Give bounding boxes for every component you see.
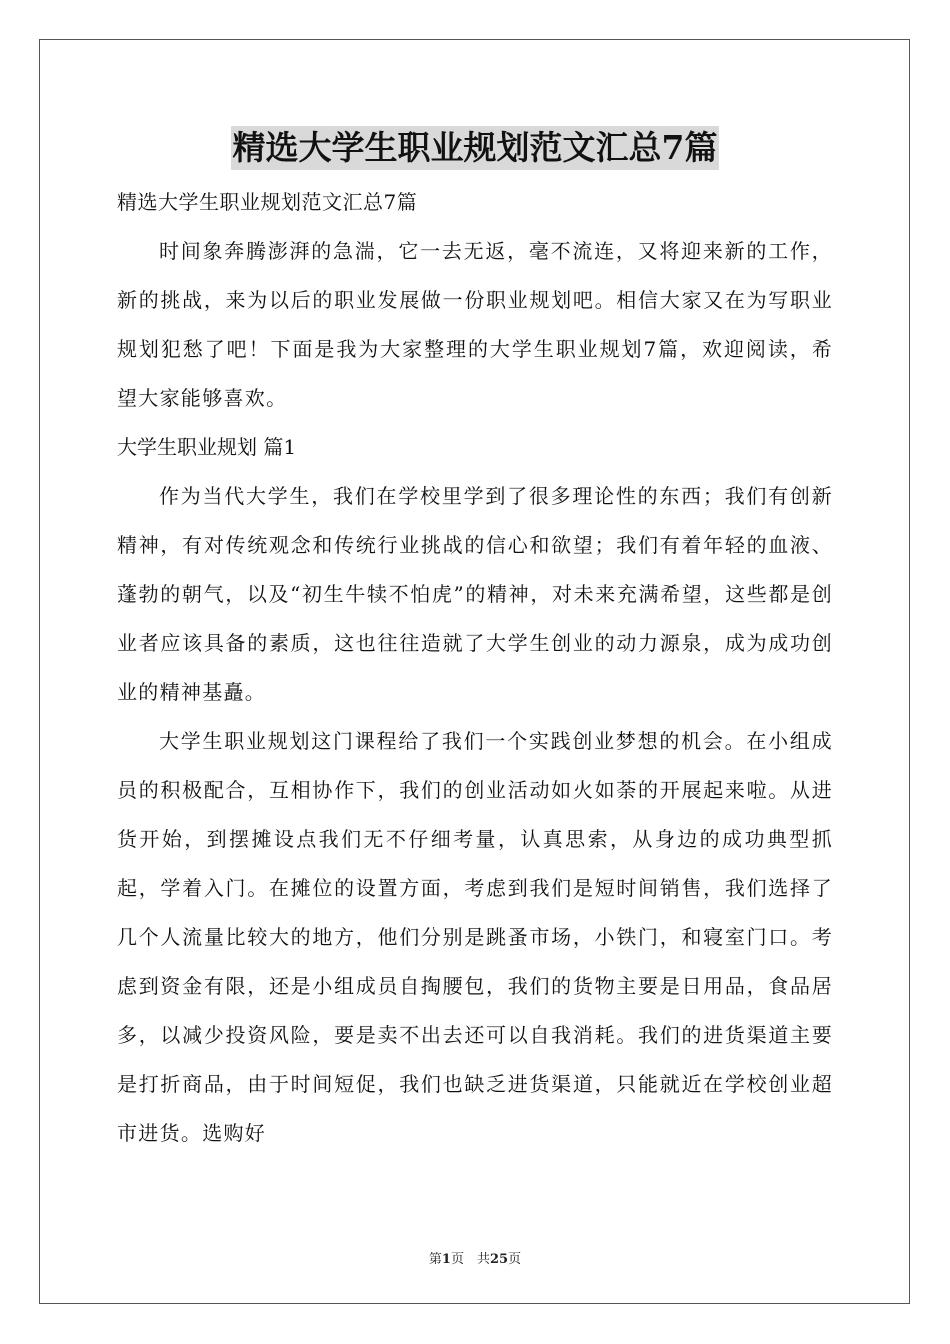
section-heading: 大学生职业规划 篇1	[117, 435, 297, 459]
document-subtitle: 精选大学生职业规划范文汇总7篇	[117, 190, 418, 214]
intro-paragraph: 时间象奔腾澎湃的急湍，它一去无返，毫不流连，又将迎来新的工作，新的挑战，来为以后的职业发展做一份职业规划吧。相信大家又在为写职业规划犯愁了吧！下面是我为大家整理的大学生职业规划7篇，欢迎阅读，希望大家能够喜欢。	[117, 239, 833, 410]
footer-mid: 页 共	[450, 1252, 490, 1267]
footer-prefix: 第	[428, 1252, 442, 1267]
footer-page-total: 25	[489, 1252, 509, 1267]
title-container	[0, 126, 950, 170]
footer-suffix: 页	[508, 1252, 522, 1267]
page-footer	[0, 1248, 950, 1267]
document-title: 精选大学生职业规划范文汇总7篇	[231, 126, 720, 170]
document-body	[117, 178, 833, 1158]
footer-page-current: 1	[441, 1252, 451, 1267]
body-paragraph-1: 作为当代大学生，我们在学校里学到了很多理论性的东西；我们有创新精神，有对传统观念和传统行业挑战的信心和欲望；我们有着年轻的血液、蓬勃的朝气，以及“初生牛犊不怕虎”的精神，对未来充满希望，这些都是创业者应该具备的素质，这也往往造就了大学生创业的动力源泉，成为成功创业的精神基矗。	[117, 484, 833, 704]
body-paragraph-2: 大学生职业规划这门课程给了我们一个实践创业梦想的机会。在小组成员的积极配合，互相协作下，我们的创业活动如火如荼的开展起来啦。从进货开始，到摆摊设点我们无不仔细考量，认真思索，从身边的成功典型抓起，学着入门。在摊位的设置方面，考虑到我们是短时间销售，我们选择了几个人流量比较大的地方，他们分别是跳蚤市场，小铁门，和寝室门口。考虑到资金有限，还是小组成员自掏腰包，我们的货物主要是日用品，食品居多，以减少投资风险，要是卖不出去还可以自我消耗。我们的进货渠道主要是打折商品，由于时间短促，我们也缺乏进货渠道，只能就近在学校创业超市进货。选购好	[117, 729, 833, 1145]
